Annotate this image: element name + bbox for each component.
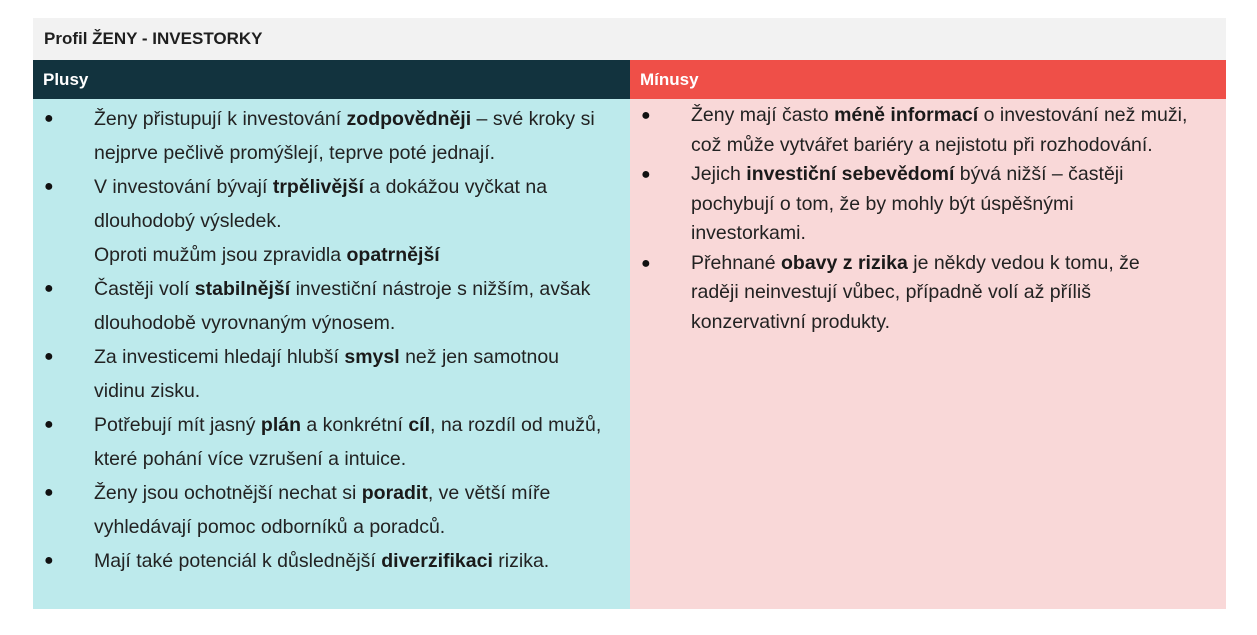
plus-header: Plusy <box>33 60 630 99</box>
minus-column <box>630 60 1226 609</box>
plus-item: ● Ženy přistupují k investování zodpovědněji – své kroky si nejprve pečlivě promýšlejí, teprve poté jednají. <box>33 102 630 170</box>
minus-item: ● Ženy mají často méně informací o investování než muži, což může vytvářet bariéry a nejistotu při rozhodování. <box>630 101 1226 160</box>
minus-item: ● Jejich investiční sebevědomí bývá nižší – častěji pochybují o tom, že by mohly být úspěšnými investorkami. <box>630 160 1226 249</box>
plus-item: ● Častěji volí stabilnější investiční nástroje s nižším, avšak dlouhodobě vyrovnaným výnosem. <box>33 272 630 340</box>
minus-body <box>630 99 1226 609</box>
minus-header: Mínusy <box>630 60 1226 99</box>
profile-table <box>33 18 1226 609</box>
bullet-icon: ● <box>44 280 54 297</box>
bullet-icon: ● <box>44 484 54 501</box>
plus-column <box>33 60 630 609</box>
minus-item: ● Přehnané obavy z rizika je někdy vedou k tomu, že raději neinvestují vůbec, případně volí až příliš konzervativní produkty. <box>630 249 1226 338</box>
bullet-icon: ● <box>44 416 54 433</box>
plus-body <box>33 99 630 609</box>
columns <box>33 60 1226 609</box>
plus-item: ● Ženy jsou ochotnější nechat si poradit, ve větší míře vyhledávají pomoc odborníků a poradců. <box>33 476 630 544</box>
plus-item: ● Potřebují mít jasný plán a konkrétní cíl, na rozdíl od mužů, které pohání více vzrušení a intuice. <box>33 408 630 476</box>
bullet-icon: ● <box>641 107 651 124</box>
bullet-icon: ● <box>641 254 651 272</box>
bullet-icon: ● <box>44 110 54 127</box>
plus-item: ● Mají také potenciál k důslednější diverzifikaci rizika. <box>33 544 630 578</box>
plus-item: ● Za investicemi hledají hlubší smysl než jen samotnou vidinu zisku. <box>33 340 630 408</box>
bullet-icon: ● <box>44 178 54 195</box>
plus-item: ● V investování bývají trpělivější a dokážou vyčkat na dlouhodobý výsledek. Oproti mužům jsou zpravidla opatrnější <box>33 170 630 272</box>
bullet-icon: ● <box>641 166 651 183</box>
bullet-icon: ● <box>44 552 54 569</box>
bullet-icon: ● <box>44 348 54 365</box>
table-title: Profil ŽENY - INVESTORKY <box>33 18 1226 60</box>
